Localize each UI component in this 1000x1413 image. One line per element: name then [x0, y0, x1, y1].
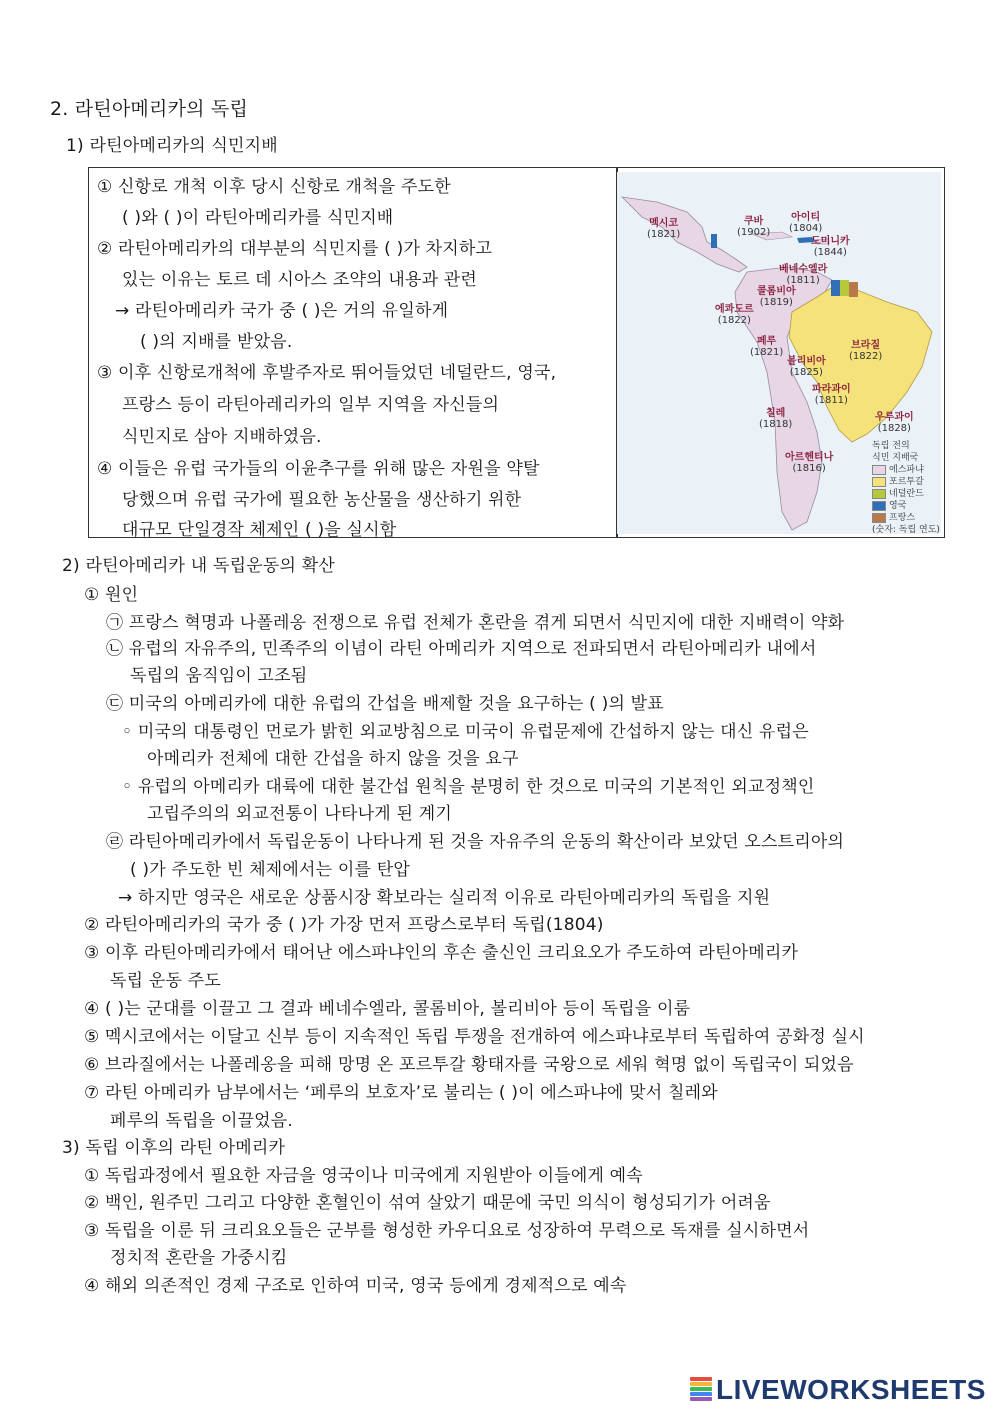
legend-title-2: 식민 지배국	[872, 453, 919, 463]
sub2-line-5: ㉢ 미국의 아메리카에 대한 유럽의 간섭을 배제할 것을 요구하는 ( )의 발표	[106, 694, 664, 714]
sub2-heading: 2) 라틴아메리카 내 독립운동의 확산	[62, 556, 335, 576]
section-title: 2. 라틴아메리카의 독립	[50, 98, 248, 120]
liveworksheets-icon	[690, 1377, 712, 1403]
legend-note: (숫자: 독립 연도)	[872, 525, 940, 534]
sub3-line-5: ④ 해외 의존적인 경제 구조로 인하여 미국, 영국 등에게 경제적으로 예속	[84, 1276, 627, 1296]
sub1-line-9: 식민지로 삼아 지배하였음.	[122, 427, 322, 447]
legend-swatch	[872, 465, 886, 475]
map-label-bolivia: 볼리비아 (1825)	[787, 356, 826, 378]
sub2-line-18: ⑥ 브라질에서는 나폴레옹을 피해 망명 온 포르투갈 황태자를 국왕으로 세워 혁명 없이 독립국이 되었음	[84, 1055, 854, 1075]
sub2-line-14: ③ 이후 라틴아메리카에서 태어난 에스파냐인의 후손 출신인 크리요오가 주도하여 라틴아메리카	[84, 943, 799, 963]
sub3-line-3: ③ 독립을 이룬 뒤 크리요오들은 군부를 형성한 카우디요로 성장하여 무력으로 독재를 실시하면서	[84, 1221, 810, 1241]
sub2-line-7: 아메리카 전체에 대한 간섭을 하지 않을 것을 요구	[147, 749, 519, 769]
sub2-line-4: 독립의 움직임이 고조됨	[130, 666, 308, 686]
latin-america-map	[617, 172, 941, 534]
legend-item: 프랑스	[872, 512, 941, 524]
sub1-line-5: → 라틴아메리카 국가 중 ( )은 거의 유일하게	[115, 301, 449, 321]
legend-item: 에스파냐	[872, 464, 941, 476]
sub1-line-3: ② 라틴아메리카의 대부분의 식민지를 ( )가 차지하고	[97, 239, 493, 259]
sub1-heading: 1) 라틴아메리카의 식민지배	[66, 136, 278, 156]
sub2-line-20: 페루의 독립을 이끌었음.	[110, 1111, 294, 1131]
liveworksheets-wordmark: LIVEWORKSHEETS	[716, 1374, 986, 1405]
legend-swatch	[872, 477, 886, 487]
legend-swatch	[872, 513, 886, 523]
legend-title-1: 독립 전의	[872, 441, 910, 451]
map-label-argentina: 아르헨티나 (1816)	[785, 452, 834, 474]
sub2-line-12: → 하지만 영국은 새로운 상품시장 확보라는 실리적 이유로 라틴아메리카의 독립을 지원	[118, 888, 771, 908]
map-label-brazil: 브라질 (1822)	[849, 340, 883, 362]
sub1-line-8: 프랑스 등이 라틴아레리카의 일부 지역을 자신들의	[122, 395, 500, 415]
sub2-line-10: ㉣ 라틴아메리카에서 독립운동이 나타나게 된 것을 자유주의 운동의 확산이라 보았던 오스트리아의	[106, 832, 845, 852]
legend-swatch	[872, 489, 886, 499]
liveworksheets-logo[interactable]	[690, 1375, 986, 1405]
map-label-paraguay: 파라과이 (1811)	[812, 384, 851, 406]
sub2-line-2: ㉠ 프랑스 혁명과 나폴레옹 전쟁으로 유럽 전체가 혼란을 겪게 되면서 식민지에 대한 지배력이 약화	[106, 613, 845, 633]
map-legend	[872, 440, 941, 534]
sub2-line-15: 독립 운동 주도	[110, 971, 221, 991]
sub1-line-6: ( )의 지배를 받았음.	[140, 332, 293, 352]
sub1-line-1: ① 신항로 개척 이후 당시 신항로 개척을 주도한	[97, 177, 451, 197]
sub2-line-3: ㉡ 유럽의 자유주의, 민족주의 이념이 라틴 아메리카 지역으로 전파되면서 라틴아메리카 내에서	[106, 639, 817, 659]
sub2-line-6: ◦ 미국의 대통령인 먼로가 밝힌 외교방침으로 미국이 유럽문제에 간섭하지 않는 대신 유럽은	[122, 722, 809, 742]
sub3-line-4: 정치적 혼란을 가중시킴	[110, 1248, 288, 1268]
sub1-line-12: 대규모 단일경작 체제인 ( )을 실시함	[122, 520, 397, 540]
sub2-line-19: ⑦ 라틴 아메리카 남부에서는 ‘페루의 보호자’로 불리는 ( )이 에스파냐에 맞서 칠레와	[84, 1083, 718, 1103]
sub2-line-16: ④ ( )는 군대를 이끌고 그 결과 베네수엘라, 콜롬비아, 볼리비아 등이 독립을 이룸	[84, 999, 691, 1019]
map-label-venezuela: 베네수엘라 (1811)	[779, 264, 828, 286]
map-label-peru: 페루 (1821)	[750, 336, 784, 358]
map-label-cuba: 쿠바 (1902)	[737, 216, 771, 238]
map-label-mexico: 멕시코 (1821)	[647, 218, 681, 240]
map-label-colombia: 콜롬비아 (1819)	[757, 286, 796, 308]
sub1-line-11: 당했으며 유럽 국가에 필요한 농산물을 생산하기 위한	[122, 490, 522, 510]
legend-item: 영국	[872, 500, 941, 512]
sub2-line-13: ② 라틴아메리카의 국가 중 ( )가 가장 먼저 프랑스로부터 독립(1804)	[84, 915, 604, 935]
legend-item: 네덜란드	[872, 488, 941, 500]
sub1-line-7: ③ 이후 신항로개척에 후발주자로 뛰어들었던 네덜란드, 영국,	[97, 363, 557, 383]
sub1-line-10: ④ 이들은 유럽 국가들의 이윤추구를 위해 많은 자원을 약탈	[97, 459, 540, 479]
sub1-line-4: 있는 이유는 토르 데 시아스 조약의 내용과 관련	[122, 270, 478, 290]
sub2-line-11: ( )가 주도한 빈 체제에서는 이를 탄압	[130, 860, 410, 880]
sub3-line-1: ① 독립과정에서 필요한 자금을 영국이나 미국에게 지원받아 이들에게 예속	[84, 1166, 643, 1186]
map-label-dominica: 도미니카 (1844)	[811, 236, 850, 258]
map-label-uruguay: 우루과이 (1828)	[875, 412, 914, 434]
legend-swatch	[872, 501, 886, 511]
legend-item: 포르투갈	[872, 476, 941, 488]
sub3-heading: 3) 독립 이후의 라틴 아메리카	[62, 1138, 286, 1158]
map-label-chile: 칠레 (1818)	[759, 408, 793, 430]
sub2-line-8: ◦ 유럽의 아메리카 대륙에 대한 불간섭 원칙을 분명히 한 것으로 미국의 기본적인 외교정책인	[122, 777, 815, 797]
sub2-line-17: ⑤ 멕시코에서는 이달고 신부 등이 지속적인 독립 투쟁을 전개하여 에스파냐로부터 독립하여 공화정 실시	[84, 1027, 865, 1047]
map-label-ecuador: 에콰도르 (1822)	[715, 304, 754, 326]
sub2-line-9: 고립주의의 외교전통이 나타나게 된 계기	[147, 804, 452, 824]
sub3-line-2: ② 백인, 원주민 그리고 다양한 혼혈인이 섞여 살았기 때문에 국민 의식이 형성되기가 어려움	[84, 1193, 771, 1213]
sub2-line-1: ① 원인	[84, 585, 139, 605]
map-label-haiti: 아이티 (1804)	[789, 212, 823, 234]
sub1-line-2: ( )와 ( )이 라틴아메리카를 식민지배	[122, 208, 394, 228]
